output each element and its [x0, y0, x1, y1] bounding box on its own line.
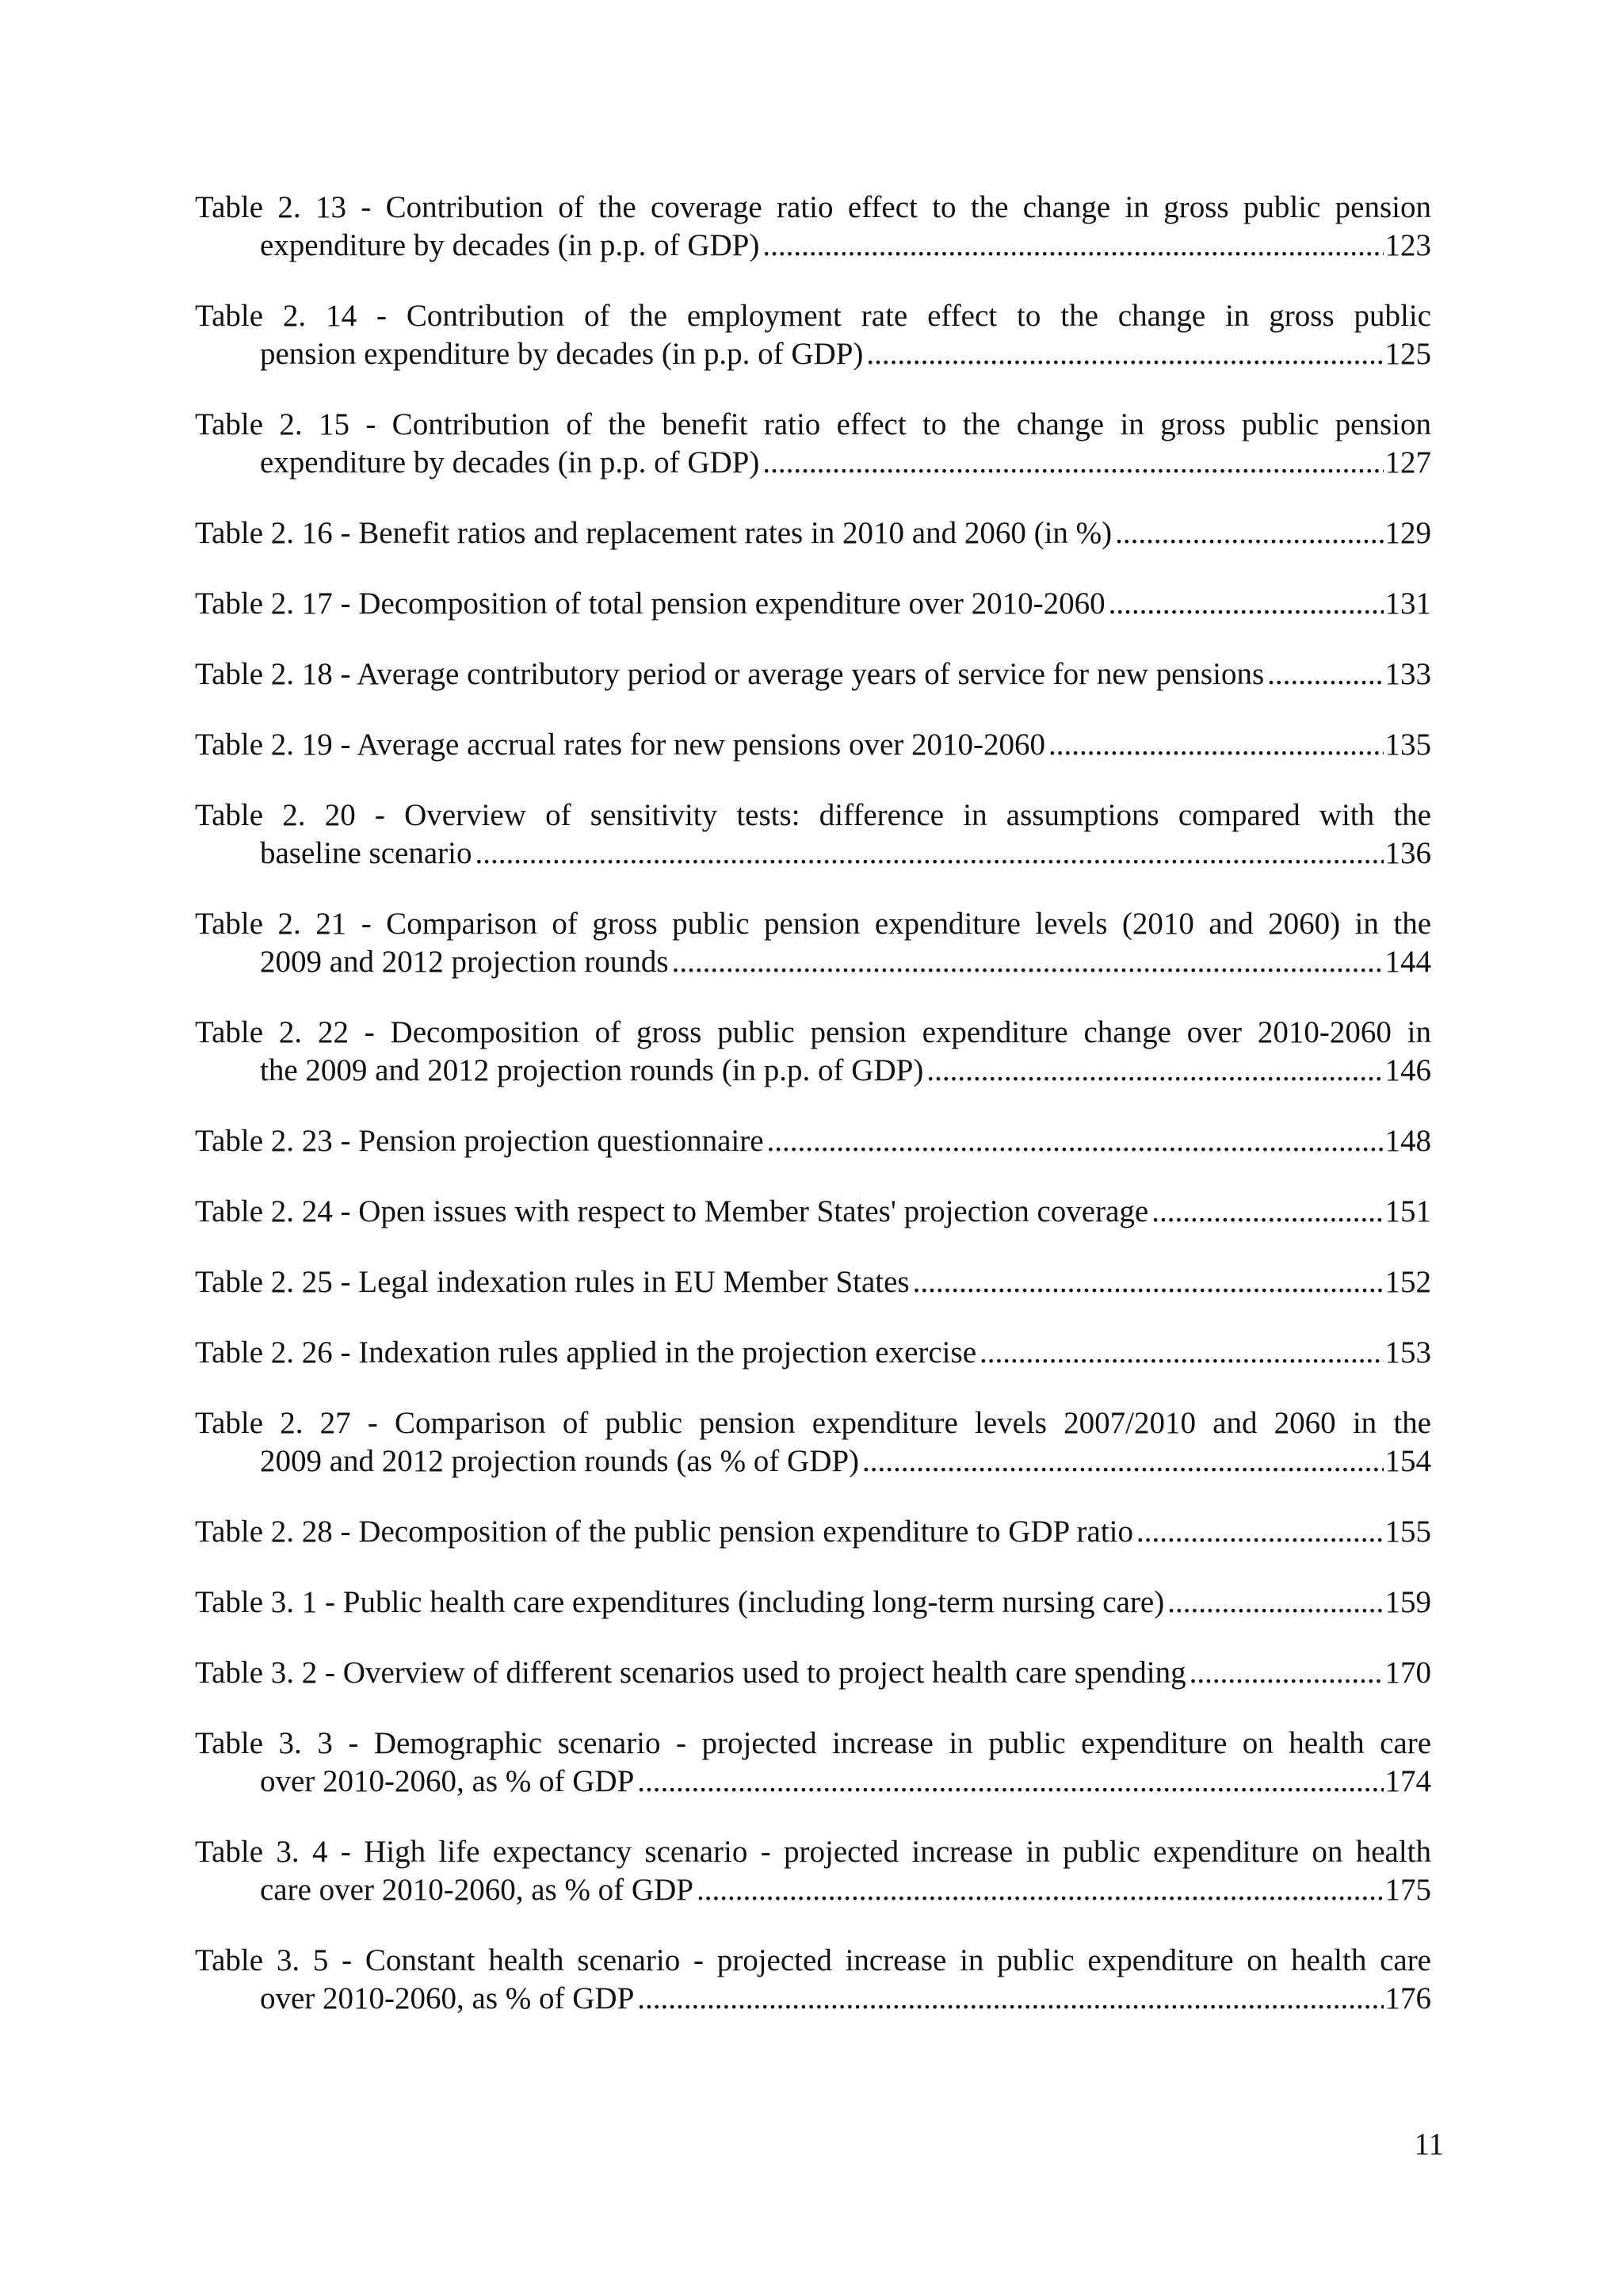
toc-entry-title: Table 2. 19 - Average accrual rates for new pensions over 2010-2060: [195, 728, 1045, 762]
toc-entry-title-line: Table 3. 4 - High life expectancy scenario - projected increase in public expenditure on health: [195, 1835, 1431, 1869]
toc-entry-page-number: 144: [1384, 945, 1431, 979]
toc-entry-title: Table 3. 2 - Overview of different scenarios used to project health care spending: [195, 1656, 1186, 1690]
dot-leader: [475, 835, 1383, 873]
toc-entry-page-number: 152: [1384, 1265, 1431, 1299]
toc-entry-title-line: Table 2. 20 - Overview of sensitivity tests: difference in assumptions compared with the: [195, 798, 1431, 832]
toc-entry-page-number: 125: [1384, 337, 1431, 371]
toc-entry-title: Table 2. 25 - Legal indexation rules in EU Member States: [195, 1265, 910, 1299]
toc-entry-title: Table 2. 24 - Open issues with respect to Member States' projection coverage: [195, 1194, 1149, 1228]
list-of-tables: [195, 189, 1431, 2050]
dot-leader: [762, 444, 1383, 482]
toc-entry-page-number: 174: [1384, 1764, 1431, 1798]
dot-leader: [1190, 1654, 1384, 1692]
toc-entry-continuation: expenditure by decades (in p.p. of GDP): [260, 228, 760, 262]
dot-leader: [637, 1980, 1383, 2018]
toc-entry[interactable]: [195, 1654, 1431, 1692]
toc-entry-continuation: the 2009 and 2012 projection rounds (in p.p. of GDP): [260, 1053, 924, 1087]
toc-entry-page-number: 175: [1384, 1873, 1431, 1907]
toc-entry-page-number: 136: [1384, 836, 1431, 870]
toc-entry-page-number: 148: [1384, 1124, 1431, 1158]
toc-entry-page-number: 123: [1384, 228, 1431, 262]
toc-entry-page-number: 151: [1384, 1194, 1431, 1228]
toc-entry-title: Table 2. 17 - Decomposition of total pension expenditure over 2010-2060: [195, 586, 1106, 621]
toc-entry-continuation: over 2010-2060, as % of GDP: [260, 1981, 635, 2015]
dot-leader: [697, 1871, 1384, 1909]
toc-entry-continuation: 2009 and 2012 projection rounds: [260, 945, 669, 979]
toc-entry-title-line: Table 2. 22 - Decomposition of gross public pension expenditure change over 2010-2060 in: [195, 1015, 1431, 1049]
toc-entry-continuation: over 2010-2060, as % of GDP: [260, 1764, 635, 1798]
dot-leader: [862, 1442, 1383, 1480]
toc-entry[interactable]: [195, 406, 1431, 482]
dot-leader: [1167, 1584, 1383, 1622]
toc-entry[interactable]: [195, 585, 1431, 623]
toc-entry-title-line: Table 3. 5 - Constant health scenario - projected increase in public expenditure on health care: [195, 1943, 1431, 1977]
page-number: 11: [1414, 2127, 1444, 2161]
toc-entry-title-line: Table 2. 14 - Contribution of the employment rate effect to the change in gross public: [195, 299, 1431, 333]
toc-entry-page-number: 146: [1384, 1053, 1431, 1087]
toc-entry[interactable]: [195, 1014, 1431, 1090]
toc-entry-page-number: 170: [1384, 1656, 1431, 1690]
toc-entry-title-line: Table 2. 27 - Comparison of public pension expenditure levels 2007/2010 and 2060 in the: [195, 1406, 1431, 1440]
toc-entry-page-number: 135: [1384, 728, 1431, 762]
dot-leader: [866, 335, 1383, 373]
toc-entry[interactable]: [195, 189, 1431, 265]
toc-entry[interactable]: [195, 797, 1431, 873]
toc-entry-title: Table 2. 26 - Indexation rules applied in the projection exercise: [195, 1335, 977, 1370]
dot-leader: [1151, 1193, 1383, 1231]
toc-entry-title-line: Table 3. 3 - Demographic scenario - projected increase in public expenditure on health care: [195, 1726, 1431, 1760]
dot-leader: [1048, 726, 1384, 764]
toc-entry-page-number: 127: [1384, 445, 1431, 479]
toc-entry[interactable]: [195, 1833, 1431, 1909]
dot-leader: [1136, 1513, 1384, 1551]
toc-entry[interactable]: [195, 1334, 1431, 1372]
dot-leader: [1115, 514, 1383, 552]
dot-leader: [913, 1263, 1384, 1301]
toc-entry[interactable]: [195, 514, 1431, 552]
toc-entry[interactable]: [195, 1725, 1431, 1801]
toc-entry-title: Table 3. 1 - Public health care expenditures (including long-term nursing care): [195, 1585, 1165, 1619]
toc-entry-page-number: 153: [1384, 1335, 1431, 1370]
toc-entry-page-number: 176: [1384, 1981, 1431, 2015]
toc-entry-continuation: expenditure by decades (in p.p. of GDP): [260, 445, 760, 479]
dot-leader: [767, 1122, 1384, 1160]
toc-entry[interactable]: [195, 1584, 1431, 1622]
toc-entry-title-line: Table 2. 15 - Contribution of the benefit ratio effect to the change in gross public pension: [195, 407, 1431, 441]
toc-entry-page-number: 159: [1384, 1585, 1431, 1619]
toc-entry[interactable]: [195, 1122, 1431, 1160]
toc-entry-continuation: care over 2010-2060, as % of GDP: [260, 1873, 693, 1907]
dot-leader: [762, 227, 1383, 265]
toc-entry-page-number: 129: [1384, 516, 1431, 550]
toc-entry[interactable]: [195, 1193, 1431, 1231]
toc-entry-title: Table 2. 18 - Average contributory period or average years of service for new pensions: [195, 657, 1265, 691]
toc-entry-continuation: pension expenditure by decades (in p.p. of GDP): [260, 337, 864, 371]
toc-entry[interactable]: [195, 1404, 1431, 1480]
dot-leader: [672, 943, 1384, 981]
toc-entry-page-number: 155: [1384, 1515, 1431, 1549]
toc-entry[interactable]: [195, 726, 1431, 764]
toc-entry-title: Table 2. 23 - Pension projection questionnaire: [195, 1124, 764, 1158]
toc-entry-page-number: 133: [1384, 657, 1431, 691]
dot-leader: [1267, 655, 1383, 693]
toc-entry-title: Table 2. 16 - Benefit ratios and replacement rates in 2010 and 2060 (in %): [195, 516, 1113, 550]
toc-entry-continuation: baseline scenario: [260, 836, 472, 870]
toc-entry-title-line: Table 2. 21 - Comparison of gross public pension expenditure levels (2010 and 2060) in the: [195, 907, 1431, 941]
toc-entry-page-number: 131: [1384, 586, 1431, 621]
toc-entry[interactable]: [195, 1263, 1431, 1301]
dot-leader: [926, 1052, 1383, 1090]
dot-leader: [980, 1334, 1383, 1372]
toc-entry[interactable]: [195, 655, 1431, 693]
toc-entry[interactable]: [195, 905, 1431, 981]
toc-entry-continuation: 2009 and 2012 projection rounds (as % of GDP): [260, 1444, 860, 1478]
toc-entry[interactable]: [195, 1942, 1431, 2018]
toc-entry-page-number: 154: [1384, 1444, 1431, 1478]
toc-entry[interactable]: [195, 297, 1431, 373]
toc-entry[interactable]: [195, 1513, 1431, 1551]
dot-leader: [637, 1763, 1383, 1801]
dot-leader: [1109, 585, 1384, 623]
toc-entry-title-line: Table 2. 13 - Contribution of the coverage ratio effect to the change in gross public pension: [195, 190, 1431, 224]
toc-entry-title: Table 2. 28 - Decomposition of the public pension expenditure to GDP ratio: [195, 1515, 1133, 1549]
